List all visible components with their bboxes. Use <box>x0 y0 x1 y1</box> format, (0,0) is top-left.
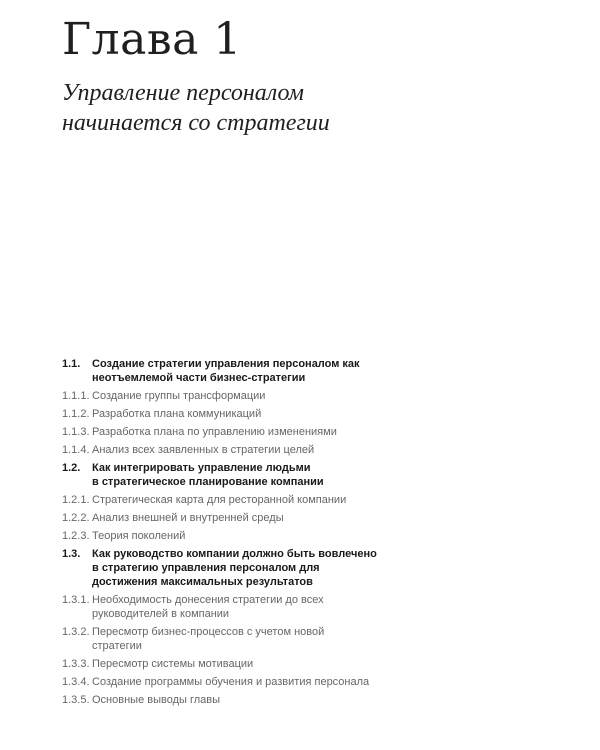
toc-title <box>92 625 324 653</box>
toc-number: 1.1.1. <box>62 390 90 402</box>
chapter-subtitle-line: Управление персоналом <box>62 80 304 106</box>
toc-number: 1.2. <box>62 462 81 474</box>
toc-title <box>92 461 324 489</box>
toc-number: 1.3.5. <box>62 694 90 706</box>
toc-title-line: Пересмотр бизнес-процессов с учетом новой <box>92 626 325 638</box>
toc-section[interactable] <box>62 547 422 589</box>
toc-number: 1.1.4. <box>62 444 90 456</box>
toc-title-line: Необходимость донесения стратегии до всех <box>92 594 324 606</box>
toc-section[interactable] <box>62 357 422 385</box>
toc-title-line: руководителей в компании <box>92 608 230 620</box>
toc-subsection[interactable] <box>62 511 422 525</box>
toc-subsection[interactable] <box>62 529 422 543</box>
toc-title-line: Как интегрировать управление людьми <box>92 462 311 474</box>
chapter-subtitle-line: начинается со стратегии <box>62 110 330 136</box>
toc-title <box>92 443 314 457</box>
chapter-subtitle <box>62 78 330 138</box>
toc-title-line: стратегии <box>92 640 142 652</box>
toc-title-line: достижения максимальных результатов <box>92 576 313 588</box>
toc-subsection[interactable] <box>62 443 422 457</box>
toc-title-line: в стратегию управления персоналом для <box>92 562 320 574</box>
toc-title <box>92 547 377 589</box>
toc-title-line: Разработка плана по управлению изменениями <box>92 426 337 438</box>
toc-title-line: Стратегическая карта для ресторанной компании <box>92 494 347 506</box>
toc-number: 1.3.3. <box>62 658 90 670</box>
toc-title-line: Теория поколений <box>92 530 186 542</box>
toc-number: 1.2.3. <box>62 530 90 542</box>
toc-title-line: Создание стратегии управления персоналом как <box>92 358 360 370</box>
toc-title <box>92 425 337 439</box>
toc-subsection[interactable] <box>62 493 422 507</box>
toc-title-line: Как руководство компании должно быть вовлечено <box>92 548 377 560</box>
toc-title-line: Разработка плана коммуникаций <box>92 408 262 420</box>
toc-title <box>92 407 261 421</box>
toc-title <box>92 657 253 671</box>
toc-title-line: Анализ всех заявленных в стратегии целей <box>92 444 315 456</box>
toc-title <box>92 511 284 525</box>
toc-number: 1.3.2. <box>62 626 90 638</box>
toc-title <box>92 593 324 621</box>
toc-number: 1.3. <box>62 548 81 560</box>
toc-title-line: неотъемлемой части бизнес-стратегии <box>92 372 306 384</box>
toc-title <box>92 389 265 403</box>
toc-title-line: в стратегическое планирование компании <box>92 476 324 488</box>
toc-title-line: Создание группы трансформации <box>92 390 266 402</box>
toc-number: 1.1.3. <box>62 426 90 438</box>
toc-title-line: Пересмотр системы мотивации <box>92 658 254 670</box>
chapter-title: Глава 1 <box>62 14 242 65</box>
toc-title-line: Создание программы обучения и развития персонала <box>92 676 370 688</box>
toc-number: 1.2.2. <box>62 512 90 524</box>
toc-subsection[interactable] <box>62 425 422 439</box>
toc-subsection[interactable] <box>62 407 422 421</box>
toc-number: 1.1. <box>62 358 81 370</box>
toc-title <box>92 529 185 543</box>
toc-section[interactable] <box>62 461 422 489</box>
toc-title <box>92 357 360 385</box>
table-of-contents <box>62 357 422 707</box>
toc-subsection[interactable] <box>62 593 422 621</box>
toc-title <box>92 675 369 689</box>
toc-number: 1.2.1. <box>62 494 90 506</box>
toc-title <box>92 693 220 707</box>
toc-title <box>92 493 346 507</box>
toc-subsection[interactable] <box>62 625 422 653</box>
toc-number: 1.3.4. <box>62 676 90 688</box>
toc-title-line: Анализ внешней и внутренней среды <box>92 512 284 524</box>
toc-title-line: Основные выводы главы <box>92 694 221 706</box>
toc-number: 1.3.1. <box>62 594 90 606</box>
toc-subsection[interactable] <box>62 657 422 671</box>
toc-subsection[interactable] <box>62 675 422 689</box>
toc-subsection[interactable] <box>62 693 422 707</box>
toc-subsection[interactable] <box>62 389 422 403</box>
toc-number: 1.1.2. <box>62 408 90 420</box>
